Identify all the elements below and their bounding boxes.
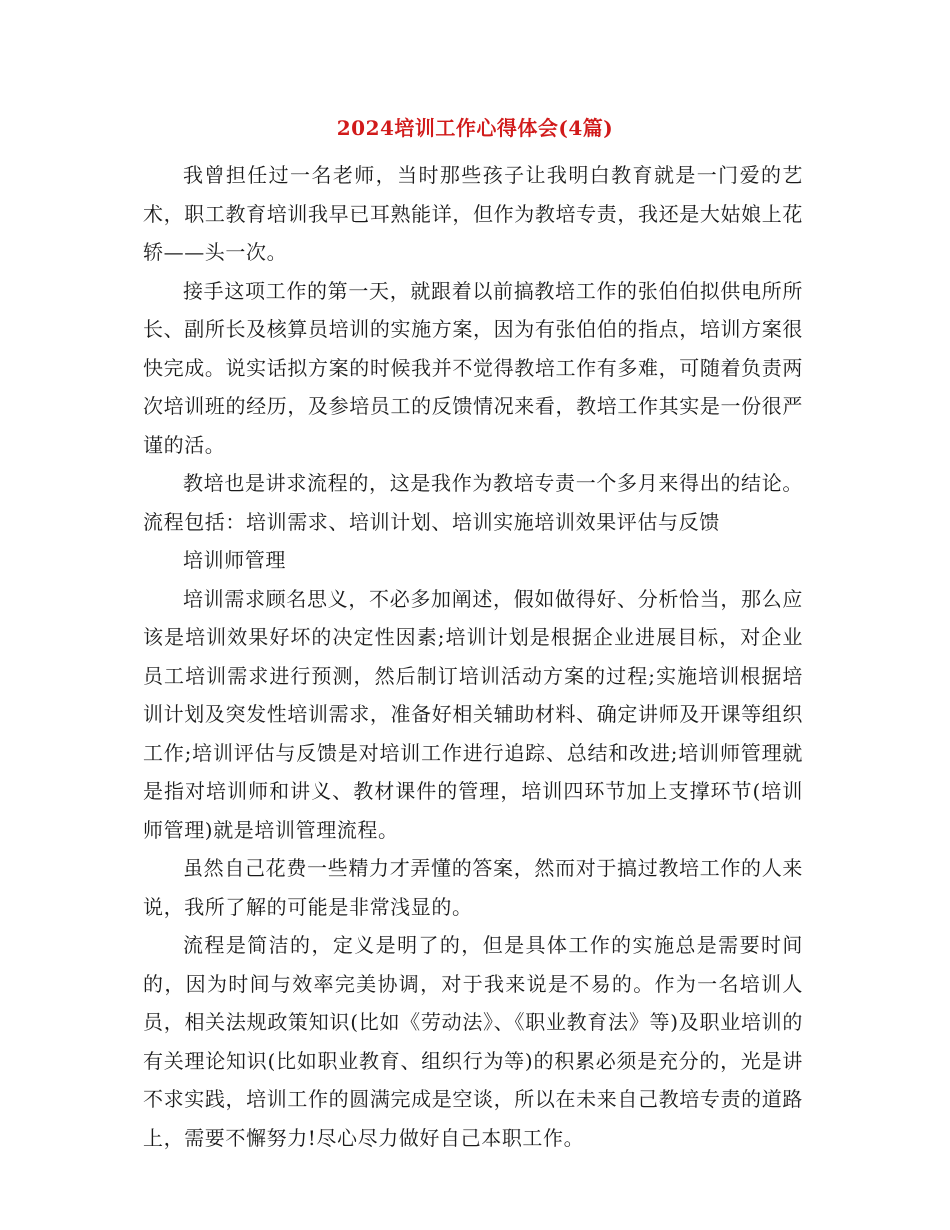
document-body: [143, 156, 803, 1157]
paragraph-5: 培训需求顾名思义，不必多加阐述，假如做得好、分析恰当，那么应该是培训效果好坏的决定性因素;培训计划是根据企业进展目标，对企业员工培训需求进行预测，然后制订培训活动方案的过程;实施培训根据培训计划及突发性培训需求，准备好相关辅助材料、确定讲师及开课等组织工作;培训评估与反馈是对培训工作进行追踪、总结和改进;培训师管理就是指对培训师和讲义、教材课件的管理，培训四环节加上支撑环节(培训师管理)就是培训管理流程。: [143, 586, 803, 842]
paragraph-1: 我曾担任过一名老师，当时那些孩子让我明白教育就是一门爱的艺术，职工教育培训我早已耳熟能详，但作为教培专责，我还是大姑娘上花轿——头一次。: [143, 163, 803, 264]
paragraph-3: 教培也是讲求流程的，这是我作为教培专责一个多月来得出的结论。流程包括：培训需求、培训计划、培训实施培训效果评估与反馈: [143, 471, 803, 534]
paragraph-2: 接手这项工作的第一天，就跟着以前搞教培工作的张伯伯拟供电所所长、副所长及核算员培训的实施方案，因为有张伯伯的指点，培训方案很快完成。说实话拟方案的时候我并不觉得教培工作有多难，可随着负责两次培训班的经历，及参培员工的反馈情况来看，教培工作其实是一份很严谨的活。: [143, 278, 803, 457]
document-title: 2024培训工作心得体会(4篇): [336, 116, 614, 140]
paragraph-7: 流程是简洁的，定义是明了的，但是具体工作的实施总是需要时间的，因为时间与效率完美协调，对于我来说是不易的。作为一名培训人员，相关法规政策知识(比如《劳动法》、《职业教育法》等)及职业培训的有关理论知识(比如职业教育、组织行为等)的积累必须是充分的，光是讲不求实践，培训工作的圆满完成是空谈，所以在未来自己教培专责的道路上，需要不懈努力!尽心尽力做好自己本职工作。: [143, 933, 803, 1150]
paragraph-6: 虽然自己花费一些精力才弄懂的答案，然而对于搞过教培工作的人来说，我所了解的可能是非常浅显的。: [143, 856, 803, 919]
paragraph-4: 培训师管理: [183, 548, 286, 572]
